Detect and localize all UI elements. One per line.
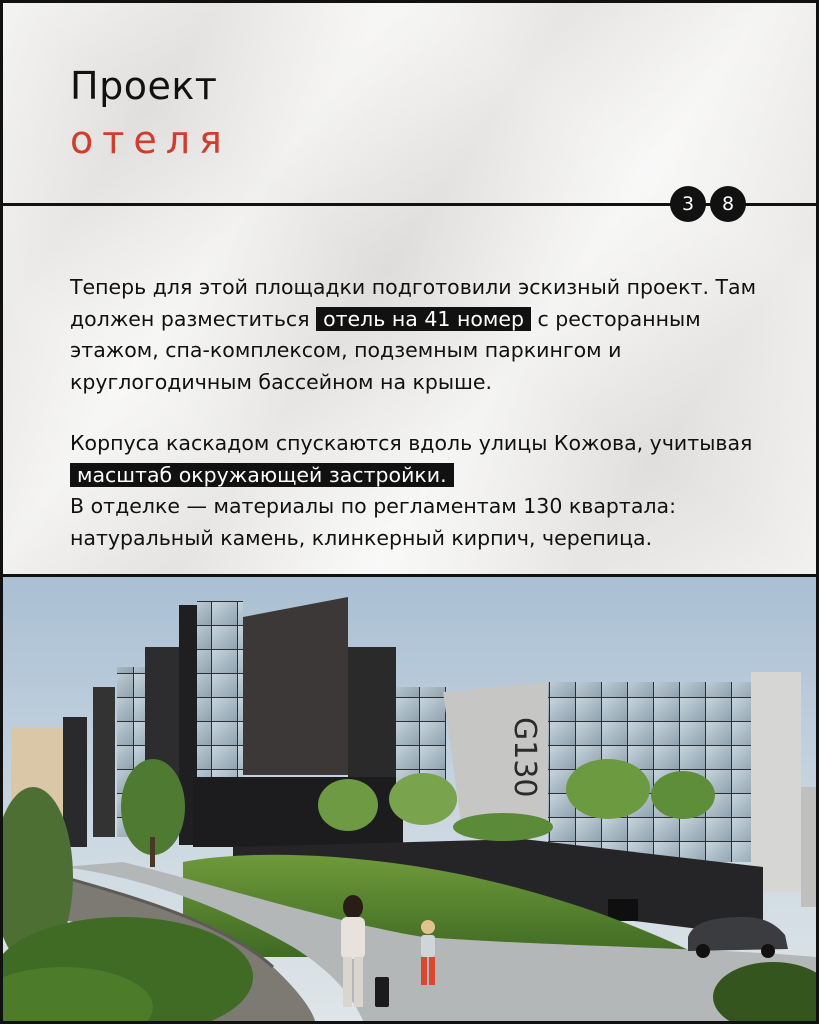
paragraph-1-text: Теперь для этой площадки подготовили эскизный проект. Там должен разместиться — [70, 275, 757, 331]
highlight-rooms: отель на 41 номер — [316, 307, 531, 331]
page-total: 8 — [710, 186, 746, 222]
facade-sign: G130 — [507, 717, 542, 798]
paragraph-1-text-end: с ресторанным этажом, спа-комплексом, подземным паркингом и круглогодичным бассейном на крыше. — [70, 306, 701, 394]
paragraph-2-materials: В отделке — материалы по регламентам 130 квартала: натуральный камень, клинкерный кирпич, черепица. — [70, 494, 677, 550]
highlight-scale: масштаб окружающей застройки. — [70, 463, 454, 487]
page-subtitle: отеля — [70, 118, 231, 162]
page-current: 3 — [670, 186, 706, 222]
paragraph-2-text: Корпуса каскадом спускаются вдоль улицы Кожова, учитывая — [70, 431, 753, 455]
page-title: Проект — [70, 64, 218, 108]
